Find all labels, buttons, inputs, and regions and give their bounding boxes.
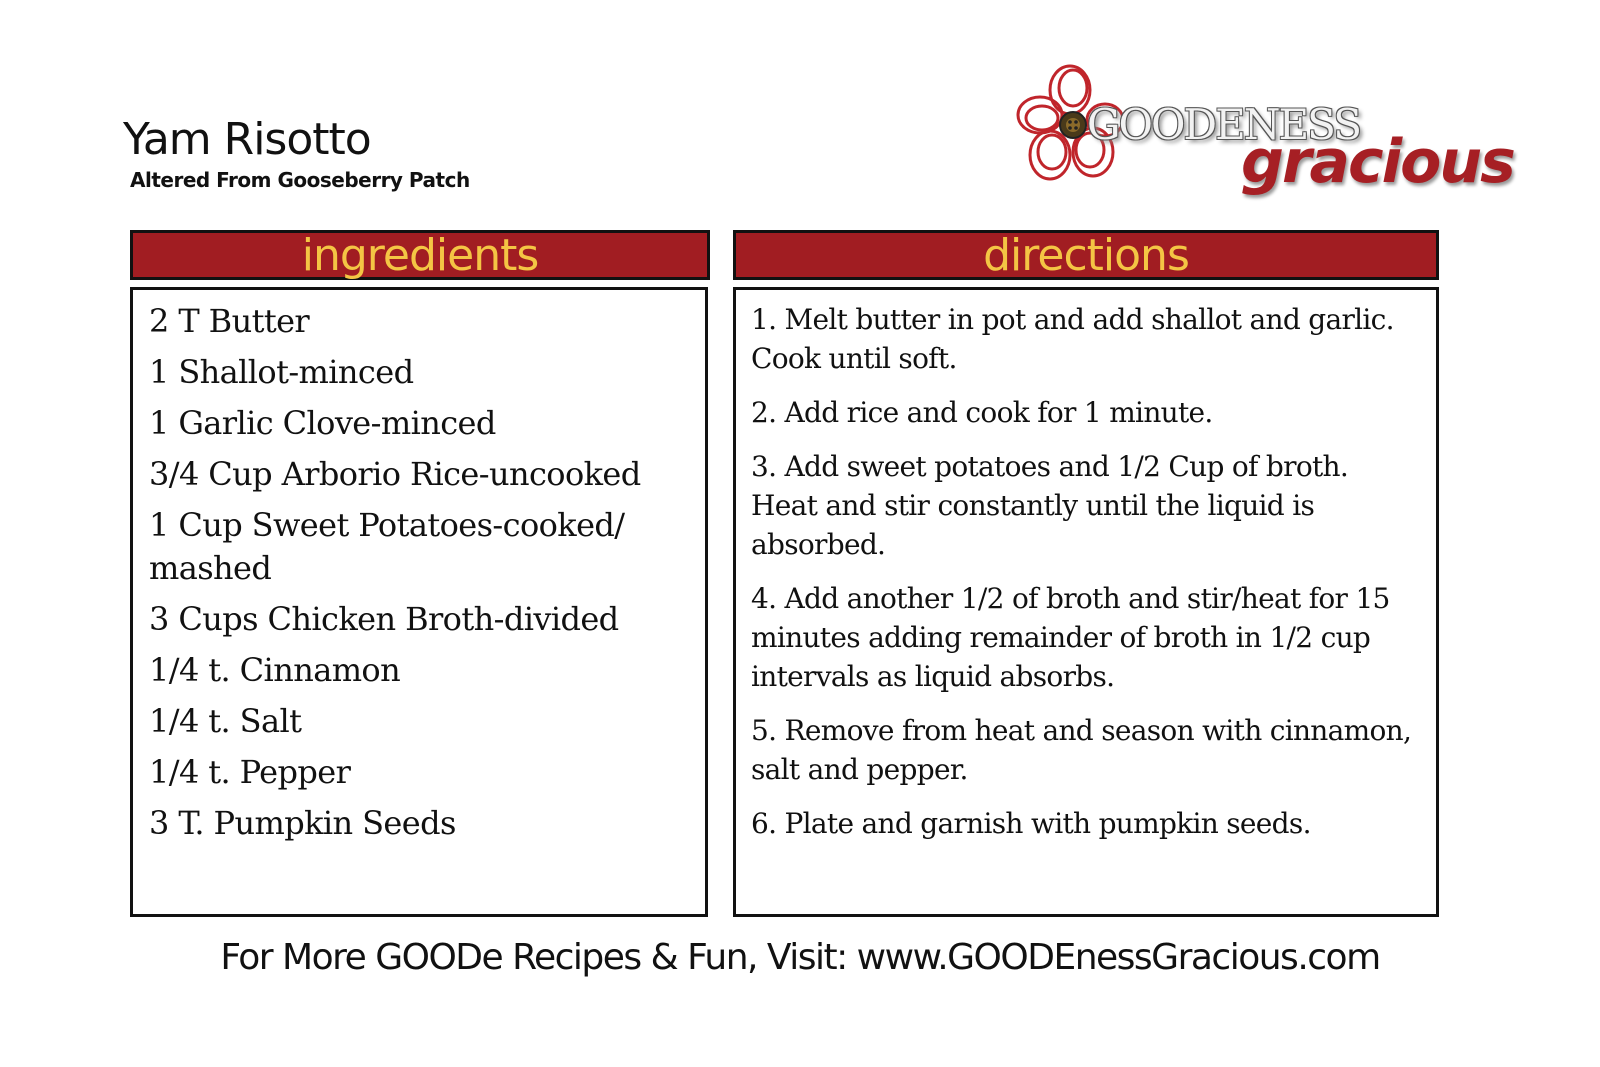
ingredient-item: 3 T. Pumpkin Seeds xyxy=(149,804,456,842)
ingredient-item: 1 Garlic Clove-minced xyxy=(149,404,496,442)
directions-list xyxy=(751,300,1422,843)
ingredient-item: 2 T Butter xyxy=(149,302,310,340)
ingredient-item: 1/4 t. Salt xyxy=(149,702,302,740)
logo-word-gracious: gracious xyxy=(1241,127,1514,197)
ingredients-panel xyxy=(130,287,708,917)
ingredient-item: 1 Cup Sweet Potatoes-cooked/ mashed xyxy=(149,506,625,587)
ingredients-heading: ingredients xyxy=(130,230,710,280)
direction-step: 5. Remove from heat and season with cinnamon, salt and pepper. xyxy=(751,714,1412,786)
direction-step: 1. Melt butter in pot and add shallot and garlic. Cook until soft. xyxy=(751,303,1394,375)
ingredients-list xyxy=(149,300,691,845)
ingredient-item: 3/4 Cup Arborio Rice-uncooked xyxy=(149,455,641,493)
direction-step: 3. Add sweet potatoes and 1/2 Cup of broth. Heat and stir constantly until the liquid is absorbed. xyxy=(751,450,1349,561)
directions-panel xyxy=(733,287,1439,917)
ingredient-item: 1 Shallot-minced xyxy=(149,353,414,391)
recipe-title: Yam Risotto xyxy=(123,114,371,165)
direction-step: 2. Add rice and cook for 1 minute. xyxy=(751,396,1213,429)
recipe-subtitle: Altered From Gooseberry Patch xyxy=(130,168,470,192)
ingredient-item: 1/4 t. Pepper xyxy=(149,753,351,791)
logo xyxy=(1015,60,1515,220)
footer-website-line: For More GOODe Recipes & Fun, Visit: www.GOODEnessGracious.com xyxy=(220,937,1380,978)
logo-word-goodeness: GOODENESS xyxy=(1087,100,1360,149)
direction-step: 4. Add another 1/2 of broth and stir/heat for 15 minutes adding remainder of broth in 1/2 cup intervals as liquid absorbs. xyxy=(751,582,1390,693)
directions-heading: directions xyxy=(733,230,1439,280)
ingredient-item: 3 Cups Chicken Broth-divided xyxy=(149,600,619,638)
ingredient-item: 1/4 t. Cinnamon xyxy=(149,651,401,689)
direction-step: 6. Plate and garnish with pumpkin seeds. xyxy=(751,807,1311,840)
